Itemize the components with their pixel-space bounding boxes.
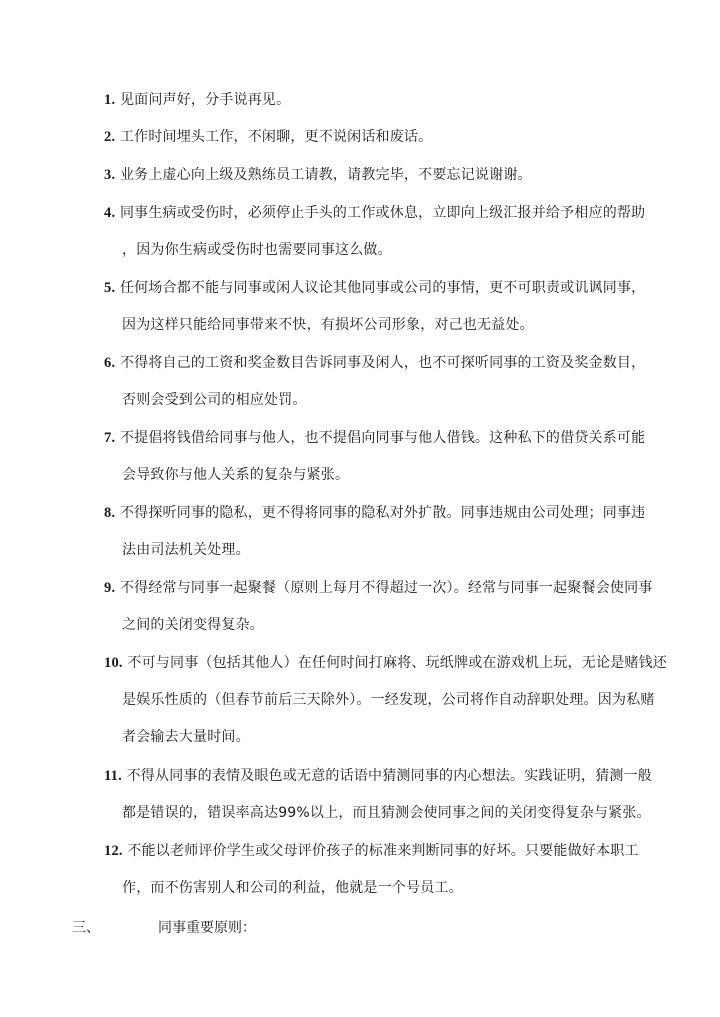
rule-line-continued: 法由司法机关处理。 bbox=[122, 542, 250, 558]
rule-item-2 bbox=[104, 119, 664, 156]
rule-line bbox=[104, 495, 664, 532]
section-title: 同事重要原则： bbox=[158, 920, 256, 936]
rule-number: 6. bbox=[104, 355, 116, 371]
rule-line bbox=[104, 195, 664, 232]
rule-line bbox=[104, 420, 664, 457]
rule-line-continued: 是娱乐性质的（但春节前后三天除外）。一经发现，公司将作自动辞职处理。因为私赌 bbox=[122, 692, 655, 708]
rule-text: 不提倡将钱借给同事与他人，也不提倡向同事与他人借钱。这种私下的借贷关系可能 bbox=[119, 430, 646, 446]
rule-text: 见面问声好，分手说再见。 bbox=[119, 92, 291, 108]
rule-number: 5. bbox=[104, 280, 116, 296]
rule-line-continued: 作，而不伤害别人和公司的利益，他就是一个号员工。 bbox=[122, 880, 463, 896]
rule-line-continued: 因为这样只能给同事带来不快，有损坏公司形象，对己也无益处。 bbox=[122, 317, 534, 333]
rule-line-continued: 都是错误的，错误率高达99%以上，而且猜测会使同事之间的关闭变得复杂与紧张。 bbox=[122, 805, 651, 821]
rule-text: 业务上虚心向上级及熟练员工请教，请教完毕，不要忘记说谢谢。 bbox=[119, 167, 532, 183]
rule-number: 12. bbox=[104, 843, 123, 859]
rule-line-continued: 会导致你与他人关系的复杂与紧张。 bbox=[122, 467, 350, 483]
rule-line-continued: 否则会受到公司的相应处罚。 bbox=[122, 392, 307, 408]
rule-line-continued: 之间的关闭变得复杂。 bbox=[122, 617, 264, 633]
section-heading bbox=[72, 913, 256, 943]
rule-text: 不能以老师评价学生或父母评价孩子的标准来判断同事的好坏。只要能做好本职工 bbox=[127, 843, 639, 859]
rule-number: 9. bbox=[104, 580, 116, 596]
rule-text: 不得探听同事的隐私，更不得将同事的隐私对外扩散。同事违规由公司处理；同事违 bbox=[119, 505, 646, 521]
rule-line bbox=[104, 157, 664, 194]
rule-item-8 bbox=[104, 495, 664, 569]
section-number: 三、 bbox=[72, 920, 100, 936]
rule-number: 1. bbox=[104, 92, 116, 108]
rule-text: 不得经常与同事一起聚餐（原则上每月不得超过一次）。经常与同事一起聚餐会使同事 bbox=[119, 580, 653, 596]
rule-item-6 bbox=[104, 345, 664, 419]
rule-item-9 bbox=[104, 570, 664, 644]
rule-line bbox=[104, 345, 664, 382]
rule-number: 11. bbox=[104, 768, 122, 784]
rule-number: 2. bbox=[104, 129, 116, 145]
rule-item-3 bbox=[104, 157, 664, 194]
rule-line bbox=[104, 82, 664, 119]
rule-item-1 bbox=[104, 82, 664, 119]
rule-line-continued: ，因为你生病或受伤时也需要同事这么做。 bbox=[122, 242, 392, 258]
rule-number: 8. bbox=[104, 505, 116, 521]
rule-text: 任何场合都不能与同事或闲人议论其他同事或公司的事情，更不可职责或讥讽同事， bbox=[119, 280, 646, 296]
rule-item-12 bbox=[104, 833, 664, 907]
rule-number: 4. bbox=[104, 205, 116, 221]
rule-line bbox=[104, 270, 664, 307]
rule-text: 工作时间埋头工作，不闲聊，更不说闲话和废话。 bbox=[119, 129, 433, 145]
rule-number: 7. bbox=[104, 430, 116, 446]
rule-item-11 bbox=[104, 758, 664, 832]
rule-text: 不得将自己的工资和奖金数目告诉同事及闲人，也不可探听同事的工资及奖金数目， bbox=[119, 355, 646, 371]
rule-item-5 bbox=[104, 270, 664, 344]
rule-number: 10. bbox=[104, 655, 123, 671]
rule-line-continued: 者会输去大量时间。 bbox=[122, 729, 250, 745]
rule-line bbox=[104, 833, 664, 870]
rule-number: 3. bbox=[104, 167, 116, 183]
rule-line bbox=[104, 119, 664, 156]
rule-text: 同事生病或受伤时，必须停止手头的工作或休息，立即向上级汇报并给予相应的帮助 bbox=[119, 205, 646, 221]
rule-line bbox=[104, 570, 664, 607]
rule-item-10 bbox=[104, 645, 667, 756]
rule-line bbox=[104, 645, 667, 682]
rule-text: 不可与同事（包括其他人）在任何时间打麻将、玩纸牌或在游戏机上玩，无论是赌钱还 bbox=[127, 655, 667, 671]
rule-line bbox=[104, 758, 664, 795]
rule-item-7 bbox=[104, 420, 664, 494]
rule-item-4 bbox=[104, 195, 664, 269]
rule-text: 不得从同事的表情及眼色或无意的话语中猜测同事的内心想法。实践证明，猜测一般 bbox=[126, 768, 652, 784]
